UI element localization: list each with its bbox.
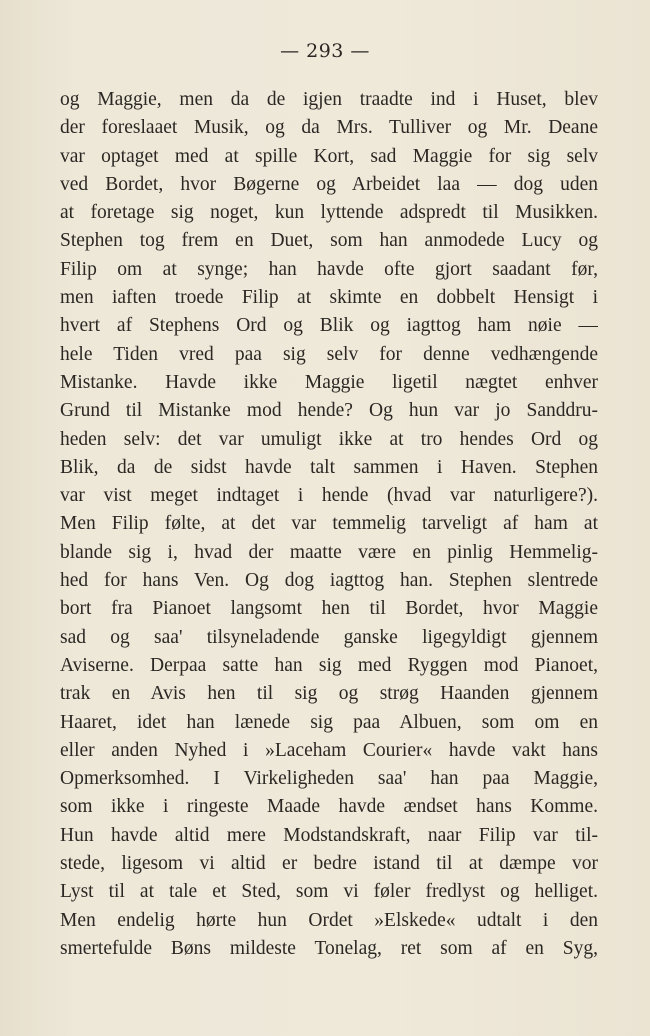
text-line: men iaften troede Filip at skimte en dobbelt Hensigt i bbox=[60, 287, 598, 309]
text-line: hed for hans Ven. Og dog iagttog han. Stephen slentrede bbox=[60, 570, 598, 592]
text-line: og Maggie, men da de igjen traadte ind i Huset, blev bbox=[60, 89, 598, 110]
text-line: sad og saa' tilsyneladende ganske ligegyldigt gjennem bbox=[60, 626, 598, 648]
text-line: eller anden Nyhed i »Laceham Courier« havde vakt hans bbox=[60, 739, 598, 761]
text-line: blande sig i, hvad der maatte være en pinlig Hemmelig- bbox=[60, 541, 598, 563]
text-line: Haaret, idet han lænede sig paa Albuen, som om en bbox=[60, 711, 598, 733]
text-line: Filip om at synge; han havde ofte gjort saadant før, bbox=[60, 258, 598, 280]
text-line: smertefulde Bøns mildeste Tonelag, ret som af en Syg, bbox=[60, 937, 598, 959]
text-line: Opmerksomhed. I Virkeligheden saa' han paa Maggie, bbox=[60, 768, 598, 790]
text-line: Grund til Mistanke mod hende? Og hun var jo Sanddru- bbox=[60, 400, 598, 422]
text-line: stede, ligesom vi altid er bedre istand til at dæmpe vor bbox=[60, 853, 598, 875]
text-line: Lyst til at tale et Sted, som vi føler fredlyst og helliget. bbox=[60, 881, 598, 903]
text-line: Aviserne. Derpaa satte han sig med Ryggen mod Pianoet, bbox=[60, 654, 598, 676]
text-line: trak en Avis hen til sig og strøg Haanden gjennem bbox=[60, 683, 598, 705]
text-line: heden selv: det var umuligt ikke at tro hendes Ord og bbox=[60, 428, 598, 450]
body-text bbox=[60, 86, 598, 963]
text-line: Stephen tog frem en Duet, som han anmodede Lucy og bbox=[60, 230, 598, 252]
text-line: Blik, da de sidst havde talt sammen i Haven. Stephen bbox=[60, 456, 598, 478]
text-line: bort fra Pianoet langsomt hen til Bordet, hvor Maggie bbox=[60, 598, 598, 620]
text-line: hvert af Stephens Ord og Blik og iagttog ham nøie — bbox=[60, 315, 598, 337]
text-line: Men Filip følte, at det var temmelig tarveligt af ham at bbox=[60, 513, 598, 535]
text-line: Men endelig hørte hun Ordet »Elskede« udtalt i den bbox=[60, 909, 598, 931]
text-line: hele Tiden vred paa sig selv for denne vedhængende bbox=[60, 343, 598, 365]
text-line: var optaget med at spille Kort, sad Maggie for sig selv bbox=[60, 145, 598, 167]
text-line: som ikke i ringeste Maade havde ændset hans Komme. bbox=[60, 796, 598, 818]
text-line: der foreslaaet Musik, og da Mrs. Tulliver og Mr. Deane bbox=[60, 117, 598, 139]
text-line: at foretage sig noget, kun lyttende adspredt til Musikken. bbox=[60, 202, 598, 224]
text-line: var vist meget indtaget i hende (hvad var naturligere?). bbox=[60, 485, 598, 507]
text-line: ved Bordet, hvor Bøgerne og Arbeidet laa — dog uden bbox=[60, 173, 598, 195]
page-number: — 293 — bbox=[280, 40, 370, 62]
text-line: Mistanke. Havde ikke Maggie ligetil nægtet enhver bbox=[60, 371, 598, 393]
text-line: Hun havde altid mere Modstandskraft, naar Filip var til- bbox=[60, 824, 598, 846]
